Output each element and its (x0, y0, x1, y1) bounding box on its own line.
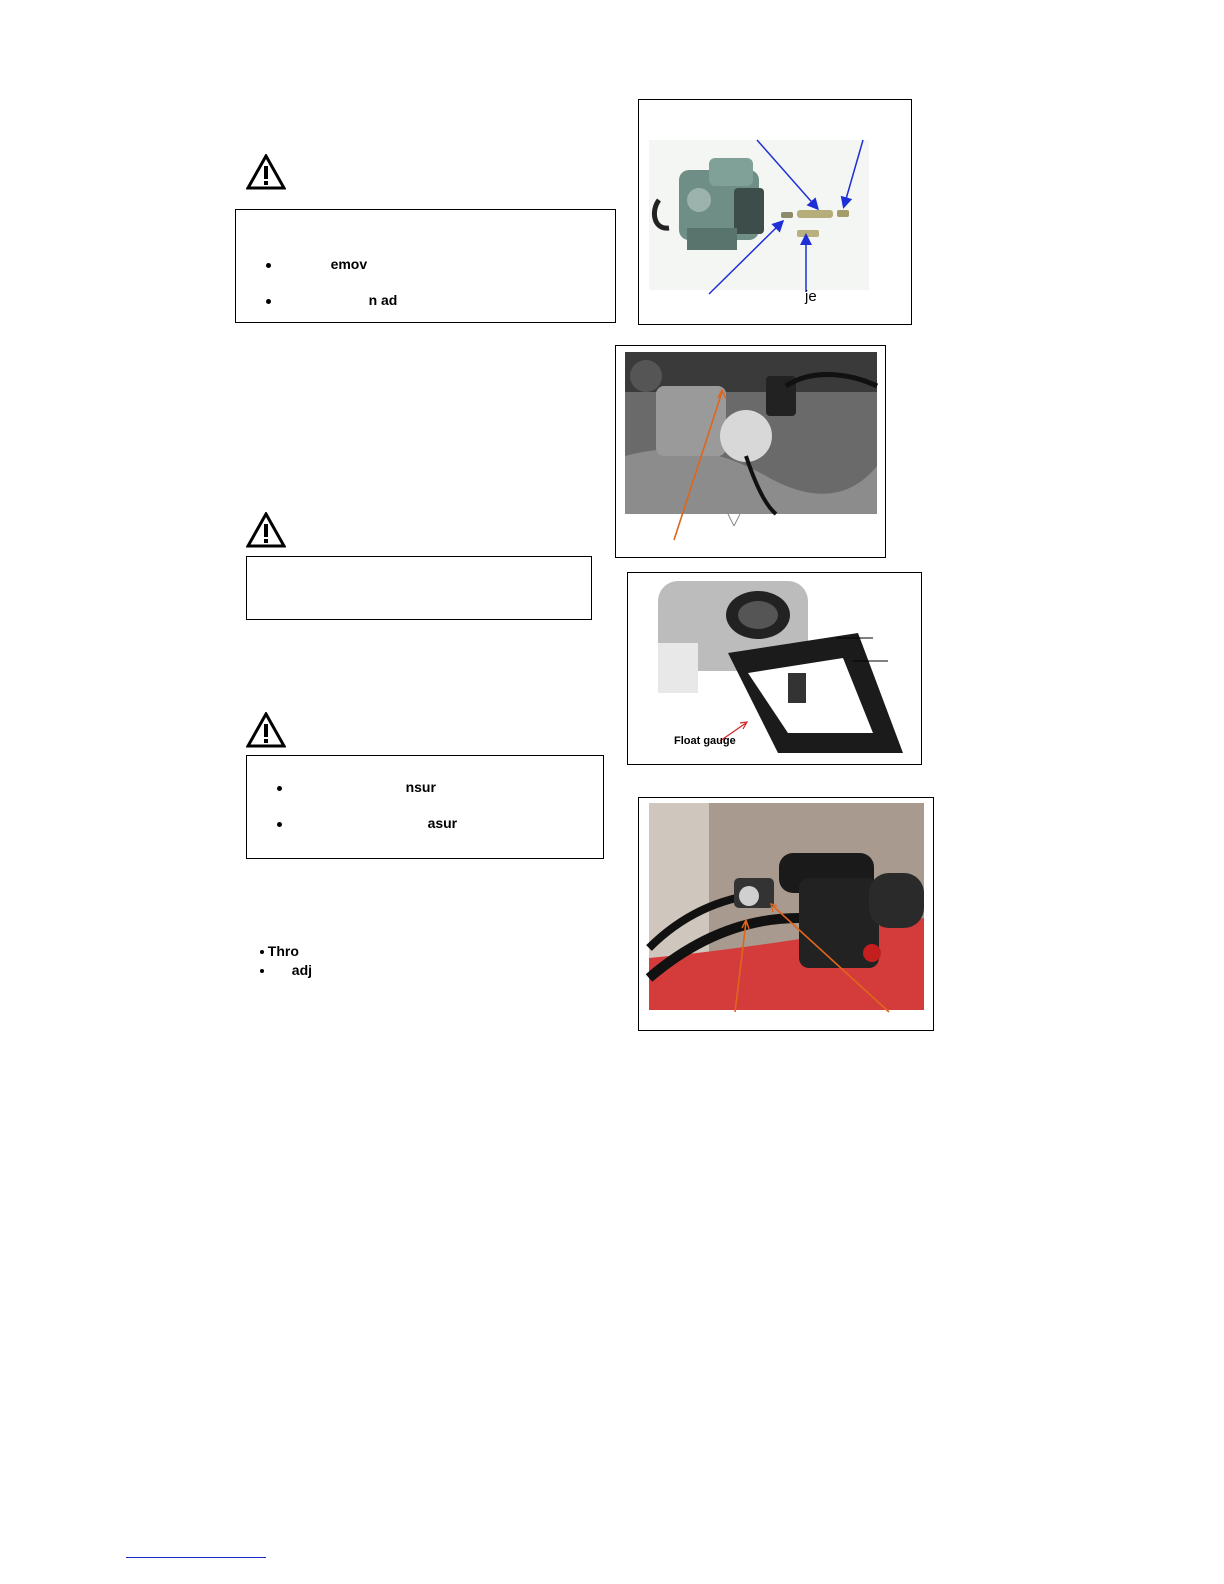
bottom-list-item-1: Thro (252, 927, 299, 959)
bullet-icon (266, 299, 271, 304)
float-gauge-label: Float gauge (674, 735, 736, 747)
bullet-icon (277, 786, 282, 791)
warning-triangle-icon (246, 154, 286, 190)
bottom-list-item-2: adj (252, 946, 312, 978)
bullet-icon (266, 263, 271, 268)
carburetor-jets-illustration (639, 100, 911, 324)
warning-box-3 (246, 755, 604, 859)
figure-float-gauge (627, 572, 922, 765)
handlebar-throttle-photo (639, 798, 933, 1030)
figure-1-label: je (805, 288, 817, 305)
warning-box-2 (246, 556, 592, 620)
footer-link-underline[interactable] (126, 1557, 266, 1558)
warning-triangle-icon (246, 512, 286, 548)
carburetor-bench-photo (616, 346, 885, 557)
figure-carburetor-photo (615, 345, 886, 558)
warning-box-1 (235, 209, 616, 323)
warning-3-item-1: nsur (261, 763, 436, 811)
figure-handlebar-throttle (638, 797, 934, 1031)
warning-triangle-icon (246, 712, 286, 748)
figure-carburetor-jets (638, 99, 912, 325)
warning-1-item-1: emov (250, 240, 367, 288)
bullet-icon (277, 822, 282, 827)
warning-1-item-2: n ad (250, 276, 397, 324)
bullet-icon (260, 969, 264, 973)
float-gauge-illustration (628, 573, 921, 764)
warning-3-item-2: asur (261, 799, 457, 847)
